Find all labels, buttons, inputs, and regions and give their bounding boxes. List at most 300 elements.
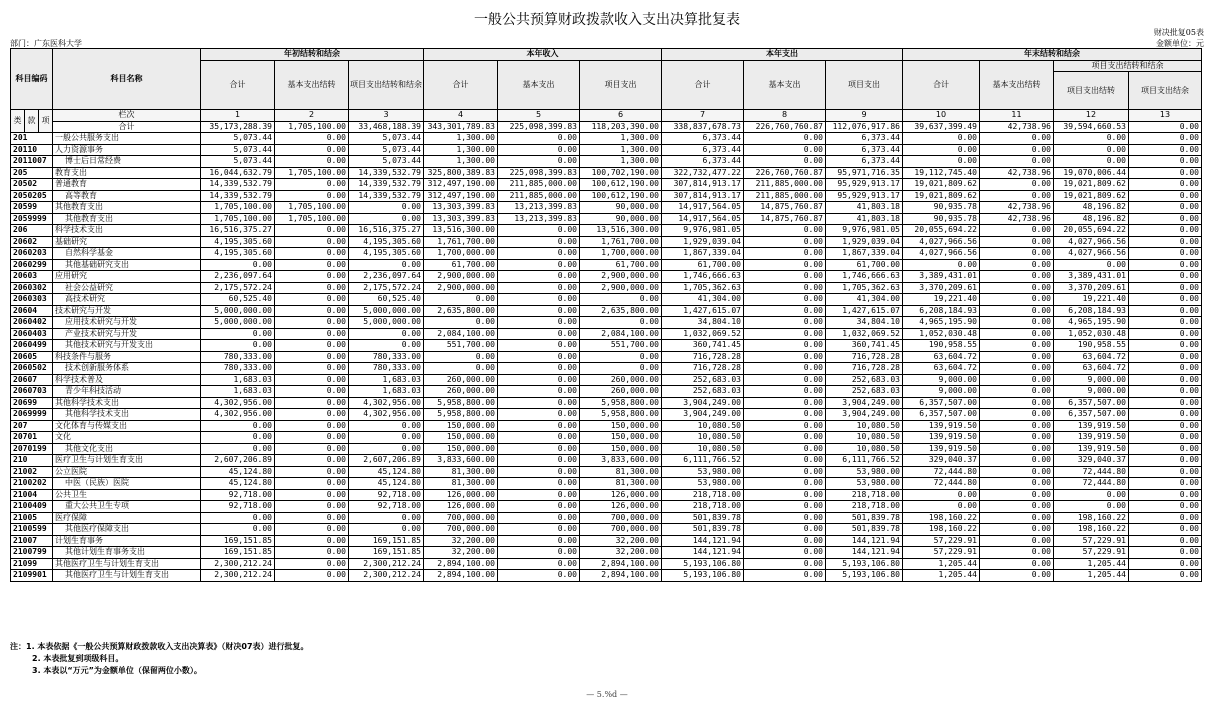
amount-cell: 0.00 <box>275 317 349 329</box>
amount-cell: 1,205.44 <box>1054 558 1129 570</box>
amount-cell: 0.00 <box>1054 501 1129 513</box>
amount-cell: 5,193,106.80 <box>826 570 903 582</box>
amount-cell: 41,304.00 <box>826 294 903 306</box>
amount-cell: 6,357,507.00 <box>903 397 980 409</box>
table-row <box>11 409 1202 421</box>
amount-cell: 0.00 <box>980 558 1054 570</box>
amount-cell: 6,373.44 <box>662 133 744 145</box>
amount-cell: 5,073.44 <box>201 133 275 145</box>
amount-cell: 0.00 <box>980 466 1054 478</box>
amount-cell: 9,000.00 <box>1054 386 1129 398</box>
subject-name: 青少年科技活动 <box>53 386 201 398</box>
amount-cell: 0.00 <box>275 144 349 156</box>
amount-cell: 6,357,507.00 <box>1054 397 1129 409</box>
table-row <box>11 133 1202 145</box>
amount-cell: 1,700,000.00 <box>424 248 498 260</box>
amount-cell: 90,000.00 <box>580 202 662 214</box>
amount-cell: 0.00 <box>1129 144 1202 156</box>
amount-cell: 0.00 <box>275 282 349 294</box>
table-row <box>11 213 1202 225</box>
amount-cell: 225,098,399.83 <box>498 167 580 179</box>
amount-cell: 5,073.44 <box>349 133 424 145</box>
amount-cell: 100,612,190.00 <box>580 179 662 191</box>
header-kuan: 款 <box>25 110 39 133</box>
amount-cell: 0.00 <box>744 236 826 248</box>
amount-cell: 61,700.00 <box>662 259 744 271</box>
amount-cell: 0.00 <box>424 317 498 329</box>
amount-cell: 0.00 <box>980 144 1054 156</box>
amount-cell: 0.00 <box>1129 156 1202 168</box>
amount-cell: 0.00 <box>275 294 349 306</box>
amount-cell: 126,000.00 <box>424 501 498 513</box>
amount-cell: 14,339,532.79 <box>201 179 275 191</box>
header-project: 项目支出 <box>580 60 662 110</box>
amount-cell: 2,900,000.00 <box>580 282 662 294</box>
subject-code: 2060303 <box>11 294 53 306</box>
subject-name: 公立医院 <box>53 466 201 478</box>
total-cell: 338,837,678.73 <box>662 121 744 133</box>
note-1: 注：1. 本表依据《一般公共预算财政拨款收入支出决算表》（财决07表）进行批复。 <box>10 642 309 651</box>
amount-cell: 0.00 <box>744 225 826 237</box>
report-title: 一般公共预算财政拨款收入支出决算批复表 <box>474 12 740 28</box>
amount-cell: 0.00 <box>498 236 580 248</box>
table-row <box>11 340 1202 352</box>
amount-cell: 90,000.00 <box>580 213 662 225</box>
budget-table <box>10 48 1202 582</box>
amount-cell: 1,300.00 <box>580 133 662 145</box>
amount-cell: 0.00 <box>275 133 349 145</box>
table-row <box>11 432 1202 444</box>
amount-cell: 0.00 <box>275 340 349 352</box>
amount-cell: 61,700.00 <box>424 259 498 271</box>
amount-cell: 0.00 <box>1054 259 1129 271</box>
header-current-expenditure: 本年支出 <box>662 49 903 61</box>
subject-name: 人力资源事务 <box>53 144 201 156</box>
amount-cell: 10,080.50 <box>662 443 744 455</box>
amount-cell: 72,444.80 <box>903 478 980 490</box>
subject-code: 2100409 <box>11 501 53 513</box>
amount-cell: 360,741.45 <box>662 340 744 352</box>
amount-cell: 0.00 <box>498 248 580 260</box>
amount-cell: 0.00 <box>498 374 580 386</box>
subject-name: 科技条件与服务 <box>53 351 201 363</box>
amount-cell: 0.00 <box>1129 374 1202 386</box>
amount-cell: 218,718.00 <box>826 501 903 513</box>
subject-code: 2060499 <box>11 340 53 352</box>
amount-cell: 2,894,100.00 <box>424 558 498 570</box>
amount-cell: 0.00 <box>349 259 424 271</box>
amount-cell: 0.00 <box>498 432 580 444</box>
amount-cell: 19,021,809.62 <box>903 179 980 191</box>
amount-cell: 19,070,006.44 <box>1054 167 1129 179</box>
amount-cell: 0.00 <box>980 363 1054 375</box>
amount-cell: 0.00 <box>275 236 349 248</box>
table-row <box>11 259 1202 271</box>
amount-cell: 0.00 <box>498 351 580 363</box>
amount-cell: 126,000.00 <box>424 489 498 501</box>
amount-cell: 0.00 <box>744 455 826 467</box>
amount-cell: 0.00 <box>275 443 349 455</box>
amount-cell: 0.00 <box>980 282 1054 294</box>
amount-cell: 0.00 <box>498 271 580 283</box>
amount-cell: 61,700.00 <box>826 259 903 271</box>
amount-cell: 1,761,700.00 <box>580 236 662 248</box>
amount-cell: 5,958,800.00 <box>424 409 498 421</box>
amount-cell: 0.00 <box>201 259 275 271</box>
amount-cell: 0.00 <box>498 317 580 329</box>
amount-cell: 81,300.00 <box>424 466 498 478</box>
subject-code: 2060703 <box>11 386 53 398</box>
subject-name: 高等教育 <box>53 190 201 202</box>
amount-cell: 92,718.00 <box>201 489 275 501</box>
amount-cell: 211,885,000.00 <box>744 190 826 202</box>
subject-code: 201 <box>11 133 53 145</box>
amount-cell: 0.00 <box>1129 340 1202 352</box>
amount-cell: 10,080.50 <box>826 443 903 455</box>
amount-cell: 53,980.00 <box>662 478 744 490</box>
amount-cell: 169,151.85 <box>201 547 275 559</box>
amount-cell: 0.00 <box>349 202 424 214</box>
amount-cell: 2,084,100.00 <box>580 328 662 340</box>
amount-cell: 5,958,800.00 <box>580 397 662 409</box>
amount-cell: 2,300,212.24 <box>201 570 275 582</box>
col-number: 11 <box>980 110 1054 122</box>
amount-cell: 45,124.80 <box>201 478 275 490</box>
amount-cell: 0.00 <box>498 478 580 490</box>
subject-name: 其他文化支出 <box>53 443 201 455</box>
header-basic: 基本支出 <box>744 60 826 110</box>
amount-cell: 0.00 <box>275 570 349 582</box>
amount-cell: 150,000.00 <box>424 432 498 444</box>
header-current-income: 本年收入 <box>424 49 662 61</box>
total-cell: 39,637,399.49 <box>903 121 980 133</box>
subject-name: 其他教育支出 <box>53 202 201 214</box>
table-row <box>11 225 1202 237</box>
amount-cell: 312,497,190.00 <box>424 179 498 191</box>
amount-cell: 14,917,564.05 <box>662 202 744 214</box>
amount-cell: 716,728.28 <box>826 351 903 363</box>
amount-cell: 2,084,100.00 <box>424 328 498 340</box>
subject-code: 2011007 <box>11 156 53 168</box>
amount-cell: 0.00 <box>980 271 1054 283</box>
table-row <box>11 144 1202 156</box>
amount-cell: 95,971,716.35 <box>826 167 903 179</box>
amount-cell: 0.00 <box>1129 524 1202 536</box>
table-row <box>11 328 1202 340</box>
amount-cell: 0.00 <box>201 524 275 536</box>
amount-cell: 0.00 <box>275 466 349 478</box>
amount-cell: 57,229.91 <box>1054 547 1129 559</box>
amount-cell: 5,193,106.80 <box>826 558 903 570</box>
amount-cell: 0.00 <box>744 156 826 168</box>
subject-name: 重大公共卫生专项 <box>53 501 201 513</box>
notes <box>10 641 309 677</box>
amount-cell: 3,904,249.00 <box>826 409 903 421</box>
amount-cell: 13,516,300.00 <box>580 225 662 237</box>
amount-cell: 150,000.00 <box>580 432 662 444</box>
amount-cell: 3,370,209.61 <box>903 282 980 294</box>
amount-cell: 0.00 <box>275 409 349 421</box>
amount-cell: 41,803.18 <box>826 213 903 225</box>
amount-cell: 90,935.78 <box>903 202 980 214</box>
amount-cell: 0.00 <box>498 466 580 478</box>
col-number: 10 <box>903 110 980 122</box>
amount-cell: 0.00 <box>349 512 424 524</box>
amount-cell: 0.00 <box>744 340 826 352</box>
amount-cell: 0.00 <box>498 144 580 156</box>
amount-cell: 0.00 <box>1129 202 1202 214</box>
table-row <box>11 363 1202 375</box>
amount-cell: 0.00 <box>498 570 580 582</box>
amount-cell: 20,055,694.22 <box>903 225 980 237</box>
amount-cell: 0.00 <box>498 455 580 467</box>
amount-cell: 0.00 <box>275 512 349 524</box>
header-code: 科目编码 <box>11 49 53 110</box>
amount-cell: 126,000.00 <box>580 501 662 513</box>
total-cell: 112,076,917.86 <box>826 121 903 133</box>
total-cell: 42,738.96 <box>980 121 1054 133</box>
amount-cell: 3,370,209.61 <box>1054 282 1129 294</box>
header-total: 合计 <box>201 60 275 110</box>
header-basic-carry: 基本支出结转 <box>275 60 349 110</box>
header-xiang: 项 <box>39 110 53 133</box>
amount-cell: 0.00 <box>349 340 424 352</box>
col-number: 1 <box>201 110 275 122</box>
amount-cell: 0.00 <box>744 397 826 409</box>
amount-cell: 0.00 <box>980 512 1054 524</box>
amount-cell: 0.00 <box>1054 489 1129 501</box>
amount-cell: 0.00 <box>498 340 580 352</box>
amount-cell: 0.00 <box>580 351 662 363</box>
amount-cell: 0.00 <box>980 420 1054 432</box>
amount-cell: 0.00 <box>980 248 1054 260</box>
amount-cell: 0.00 <box>744 305 826 317</box>
table-row <box>11 202 1202 214</box>
amount-cell: 2,900,000.00 <box>424 282 498 294</box>
col-number: 4 <box>424 110 498 122</box>
amount-cell: 6,111,766.52 <box>826 455 903 467</box>
amount-cell: 2,894,100.00 <box>580 570 662 582</box>
amount-cell: 0.00 <box>1129 466 1202 478</box>
amount-cell: 100,702,190.00 <box>580 167 662 179</box>
amount-cell: 198,160.22 <box>1054 524 1129 536</box>
amount-cell: 2,607,206.89 <box>349 455 424 467</box>
amount-cell: 2,900,000.00 <box>424 271 498 283</box>
amount-cell: 0.00 <box>498 558 580 570</box>
amount-cell: 14,875,760.87 <box>744 202 826 214</box>
amount-cell: 0.00 <box>349 328 424 340</box>
amount-cell: 2,300,212.24 <box>349 558 424 570</box>
amount-cell: 2,236,097.64 <box>201 271 275 283</box>
amount-cell: 13,213,399.83 <box>498 202 580 214</box>
amount-cell: 0.00 <box>201 432 275 444</box>
amount-cell: 126,000.00 <box>580 489 662 501</box>
table-row <box>11 489 1202 501</box>
amount-cell: 0.00 <box>903 489 980 501</box>
amount-cell: 4,302,956.00 <box>201 409 275 421</box>
header-lei: 类 <box>11 110 25 133</box>
amount-cell: 0.00 <box>903 133 980 145</box>
amount-cell: 34,804.10 <box>826 317 903 329</box>
amount-cell: 0.00 <box>498 282 580 294</box>
col-number: 12 <box>1054 110 1129 122</box>
amount-cell: 61,700.00 <box>580 259 662 271</box>
amount-cell: 0.00 <box>275 420 349 432</box>
amount-cell: 0.00 <box>980 386 1054 398</box>
amount-cell: 0.00 <box>744 466 826 478</box>
amount-cell: 2,300,212.24 <box>201 558 275 570</box>
amount-cell: 72,444.80 <box>1054 466 1129 478</box>
subject-name: 其他计划生育事务支出 <box>53 547 201 559</box>
header-lanci: 栏次 <box>53 110 201 122</box>
amount-cell: 90,935.78 <box>903 213 980 225</box>
amount-cell: 0.00 <box>744 259 826 271</box>
total-cell: 33,468,188.39 <box>349 121 424 133</box>
amount-cell: 198,160.22 <box>903 524 980 536</box>
amount-cell: 1,683.03 <box>349 374 424 386</box>
amount-cell: 72,444.80 <box>903 466 980 478</box>
amount-cell: 5,073.44 <box>349 156 424 168</box>
amount-cell: 0.00 <box>498 259 580 271</box>
subject-code: 2060302 <box>11 282 53 294</box>
header-opening-balance: 年初结转和结余 <box>201 49 424 61</box>
amount-cell: 9,000.00 <box>903 374 980 386</box>
amount-cell: 1,683.03 <box>201 374 275 386</box>
amount-cell: 0.00 <box>980 156 1054 168</box>
amount-cell: 0.00 <box>275 225 349 237</box>
subject-code: 2100799 <box>11 547 53 559</box>
subject-name: 计划生育事务 <box>53 535 201 547</box>
amount-cell: 5,958,800.00 <box>580 409 662 421</box>
amount-cell: 2,900,000.00 <box>580 271 662 283</box>
amount-cell: 0.00 <box>1129 547 1202 559</box>
amount-cell: 0.00 <box>498 225 580 237</box>
subject-name: 文化体育与传媒支出 <box>53 420 201 432</box>
amount-cell: 0.00 <box>744 443 826 455</box>
amount-cell: 6,373.44 <box>662 144 744 156</box>
table-row <box>11 397 1202 409</box>
amount-cell: 1,300.00 <box>424 144 498 156</box>
subject-code: 21004 <box>11 489 53 501</box>
amount-cell: 0.00 <box>275 524 349 536</box>
amount-cell: 4,027,966.56 <box>903 236 980 248</box>
col-number: 13 <box>1129 110 1202 122</box>
total-cell: 35,173,288.39 <box>201 121 275 133</box>
amount-cell: 0.00 <box>1129 179 1202 191</box>
subject-code: 2060203 <box>11 248 53 260</box>
amount-cell: 0.00 <box>744 317 826 329</box>
subject-code: 20604 <box>11 305 53 317</box>
subject-name: 其他科学技术支出 <box>53 409 201 421</box>
amount-cell: 2,175,572.24 <box>349 282 424 294</box>
table-row <box>11 524 1202 536</box>
amount-cell: 0.00 <box>1129 225 1202 237</box>
subject-code: 2109901 <box>11 570 53 582</box>
amount-cell: 0.00 <box>903 144 980 156</box>
table-body <box>11 133 1202 582</box>
subject-name: 科学技术普及 <box>53 374 201 386</box>
amount-cell: 325,800,389.83 <box>424 167 498 179</box>
amount-cell: 3,904,249.00 <box>662 397 744 409</box>
amount-cell: 1,705,362.63 <box>826 282 903 294</box>
table-row <box>11 512 1202 524</box>
amount-cell: 1,929,039.04 <box>662 236 744 248</box>
amount-cell: 0.00 <box>275 535 349 547</box>
col-number: 5 <box>498 110 580 122</box>
amount-cell: 60,525.40 <box>201 294 275 306</box>
amount-cell: 5,193,106.80 <box>662 558 744 570</box>
amount-cell: 0.00 <box>744 512 826 524</box>
amount-cell: 4,195,305.60 <box>201 248 275 260</box>
amount-cell: 0.00 <box>1129 271 1202 283</box>
amount-cell: 0.00 <box>980 478 1054 490</box>
amount-cell: 4,965,195.90 <box>903 317 980 329</box>
amount-cell: 716,728.28 <box>826 363 903 375</box>
amount-cell: 0.00 <box>744 409 826 421</box>
amount-cell: 1,032,069.52 <box>826 328 903 340</box>
amount-cell: 4,195,305.60 <box>201 236 275 248</box>
amount-cell: 0.00 <box>1054 156 1129 168</box>
amount-cell: 360,741.45 <box>826 340 903 352</box>
amount-cell: 0.00 <box>580 317 662 329</box>
amount-cell: 0.00 <box>275 478 349 490</box>
amount-cell: 0.00 <box>498 512 580 524</box>
amount-cell: 0.00 <box>275 397 349 409</box>
amount-cell: 53,980.00 <box>826 466 903 478</box>
amount-cell: 0.00 <box>1129 478 1202 490</box>
amount-cell: 0.00 <box>980 374 1054 386</box>
amount-cell: 0.00 <box>275 156 349 168</box>
amount-cell: 252,683.03 <box>662 386 744 398</box>
amount-cell: 0.00 <box>349 524 424 536</box>
col-number: 8 <box>744 110 826 122</box>
amount-cell: 0.00 <box>744 386 826 398</box>
amount-cell: 0.00 <box>1129 248 1202 260</box>
amount-cell: 1,205.44 <box>1054 570 1129 582</box>
amount-cell: 10,080.50 <box>826 432 903 444</box>
subject-code: 20602 <box>11 236 53 248</box>
amount-cell: 19,021,809.62 <box>903 190 980 202</box>
amount-cell: 5,073.44 <box>349 144 424 156</box>
amount-cell: 1,052,030.48 <box>903 328 980 340</box>
amount-cell: 41,803.18 <box>826 202 903 214</box>
amount-cell: 14,339,532.79 <box>349 190 424 202</box>
amount-cell: 0.00 <box>424 294 498 306</box>
subject-name: 教育支出 <box>53 167 201 179</box>
total-cell: 0.00 <box>1129 121 1202 133</box>
amount-cell: 1,032,069.52 <box>662 328 744 340</box>
amount-cell: 0.00 <box>744 524 826 536</box>
subject-name: 其他基础研究支出 <box>53 259 201 271</box>
subject-name: 医疗保障 <box>53 512 201 524</box>
subject-name: 基础研究 <box>53 236 201 248</box>
table-row <box>11 558 1202 570</box>
amount-cell: 0.00 <box>980 317 1054 329</box>
subject-name: 博士后日常经费 <box>53 156 201 168</box>
amount-cell: 0.00 <box>498 397 580 409</box>
amount-cell: 0.00 <box>1129 443 1202 455</box>
amount-cell: 2,300,212.24 <box>349 570 424 582</box>
amount-cell: 0.00 <box>498 363 580 375</box>
amount-cell: 139,919.50 <box>1054 432 1129 444</box>
amount-cell: 139,919.50 <box>1054 443 1129 455</box>
amount-cell: 0.00 <box>980 133 1054 145</box>
header-basic: 基本支出 <box>498 60 580 110</box>
header-project-surplus: 项目支出结余 <box>1129 72 1202 110</box>
amount-cell: 6,373.44 <box>826 133 903 145</box>
amount-cell: 0.00 <box>275 558 349 570</box>
amount-cell: 0.00 <box>1129 294 1202 306</box>
